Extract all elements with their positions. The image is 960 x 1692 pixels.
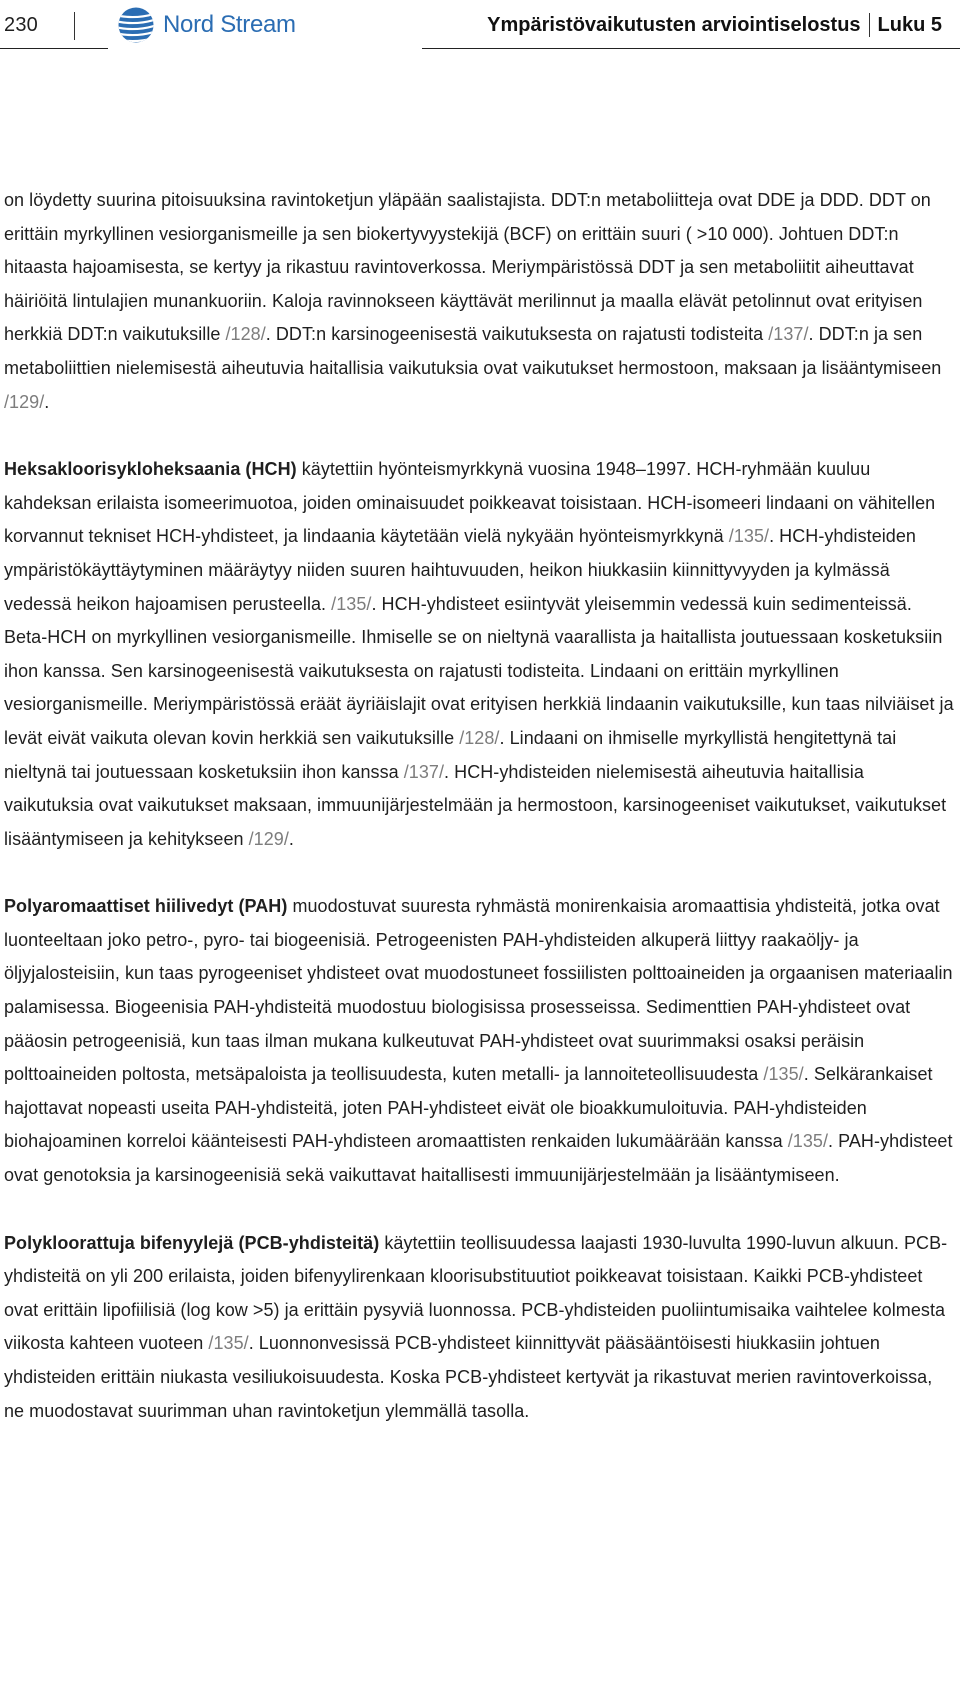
reference-citation: /135/	[331, 593, 372, 614]
body-text	[4, 184, 954, 1462]
reference-citation: /137/	[403, 761, 445, 782]
paragraph-text: on löydetty suurina pitoisuuksina ravintoketjun yläpään saalistajista. DDT:n metaboliitteja ovat DDE ja DDD. DDT on erittäin myrkyllinen vesiorganismeille ja sen biokertyvyystekijä (BCF) on erittäin suuri ( >10 000). Johtuen DDT:n hitaasta hajoamisesta, se kertyy ja rikastuu ravintoverkossa. Meriympäristössä DDT ja sen metaboliitit aiheuttavat häiriöitä lintulajien munankuoriin. Kaloja ravinnokseen käyttävät merilinnut ja maalla elävät petolinnut ovat erityisen herkkiä DDT:n vaikutuksille	[4, 190, 931, 345]
paragraph-heading: Heksakloorisykloheksaania (HCH)	[4, 459, 297, 480]
paragraph	[4, 184, 954, 419]
reference-citation: /129/	[248, 828, 289, 849]
reference-citation: /128/	[225, 324, 266, 345]
reference-citation: /135/	[787, 1131, 829, 1152]
header-divider	[74, 12, 75, 40]
paragraph-text: käytettiin teollisuudessa laajasti 1930-luvulta 1990-luvun alkuun. PCB-yhdisteitä on yli 200 erilaista, joiden bifenyylirenkaan kloorisubstituutiot poikkeavat toisistaan. Kaikki PCB-yhdisteet ovat erittäin lipofiilisiä (log kow >5) ja erittäin pysyviä luonnossa. PCB-yhdisteiden puoliintumisaika vaihtelee kolmesta viikosta kahteen vuoteen	[4, 1232, 948, 1354]
paragraph-text: . Lindaani on ihmiselle myrkyllistä hengitettynä tai nieltynä tai joutuessaan kosketuksiin ihon kanssa	[4, 727, 897, 782]
reference-citation: /135/	[763, 1064, 804, 1085]
document-title-main: Ympäristövaikutusten arviointiselostus	[487, 13, 861, 36]
title-separator	[869, 13, 870, 37]
reference-citation: /135/	[728, 526, 770, 547]
paragraph-text: . DDT:n karsinogeenisestä vaikutuksesta on rajatusti todisteita	[265, 324, 769, 345]
reference-citation: /129/	[4, 391, 45, 412]
paragraph-text: . PAH-yhdisteet ovat genotoksia ja karsinogeenisiä sekä vaikuttavat haitallisesti immuunijärjestelmään ja lisääntymiseen.	[4, 1131, 953, 1186]
paragraph	[4, 890, 954, 1192]
paragraph-text: . HCH-yhdisteet esiintyvät yleisemmin vedessä kuin sedimenteissä. Beta-HCH on myrkyllinen vesiorganismeille. Ihmiselle se on nieltynä vaarallista ja haitallista joutuessaan kosketuksiin ihon kanssa. Sen karsinogeenisestä vaikutuksesta on rajatusti todisteita. Lindaani on erittäin myrkyllinen vesiorganismeille. Meriympäristössä eräät äyriäislajit ovat erityisen herkkiä lindaanin vaikutuksille, kun taas nilviäiset ja levät eivät vaikuta olevan kovin herkkiä sen vaikutuksille	[4, 593, 954, 748]
header-rule-left	[0, 48, 108, 49]
paragraph-text: . DDT:n ja sen metaboliittien nielemisestä aiheutuvia haitallisia vaikutuksia ovat vaikutukset hermostoon, maksaan ja lisääntymiseen	[4, 324, 942, 378]
paragraph-text: . Selkärankaiset hajottavat nopeasti useita PAH-yhdisteitä, joten PAH-yhdisteet eivät ole bioakkumuloituvia. PAH-yhdisteiden biohajoaminen korreloi käänteisesti PAH-yhdisteen aromaattisten renkaiden lukumäärään kanssa	[4, 1064, 933, 1152]
nord-stream-logo	[117, 4, 296, 46]
paragraph-heading: Polyaromaattiset hiilivedyt (PAH)	[4, 896, 288, 917]
paragraph-text: käytettiin hyönteismyrkkynä vuosina 1948–1997. HCH-ryhmään kuuluu kahdeksan erilaista isomeerimuotoa, joiden ominaisuudet poikkeavat toisistaan. HCH-isomeeri lindaani on vähitellen korvannut tekniset HCH-yhdisteet, ja lindaania käytetään vielä nykyään hyönteismyrkkynä	[4, 459, 936, 547]
page-number: 230	[4, 14, 38, 36]
reference-citation: /137/	[768, 324, 809, 345]
logo-text: Nord Stream	[163, 11, 296, 38]
paragraph-text: muodostuvat suuresta ryhmästä monirenkaisia aromaattisia yhdisteitä, jotka ovat luonteeltaan joko petro-, pyro- tai biogeenisiä. Petrogeenisten PAH-yhdisteiden alkuperä liittyy raakaöljy- ja öljyjalosteisiin, kun taas pyrogeeniset yhdisteet ovat muodostuneet fossiilisten polttoaineiden ja orgaanisen materiaalin palamisessa. Biogeenisia PAH-yhdisteitä muodostuu biologisissa prosesseissa. Sedimenttien PAH-yhdisteet ovat pääosin petrogeenisiä, kun taas ilman mukana kulkeutuvat PAH-yhdisteet ovat suurimmaksi osaksi peräisin polttoaineiden poltosta, metsäpaloista ja teollisuudesta, kuten metalli- ja lannoiteteollisuudesta	[4, 896, 953, 1085]
paragraph	[4, 453, 954, 856]
globe-logo-icon	[117, 6, 155, 44]
header-rule-right	[422, 48, 960, 49]
paragraph-text: . HCH-yhdisteiden ympäristökäyttäytyminen määräytyy niiden suuren haihtuvuuden, heikon hiukkasiin kiinnittyvyyden ja kylmässä vedessä heikon hajoamisen perusteella.	[4, 526, 916, 614]
paragraph-text: .	[288, 828, 294, 849]
paragraph-heading: Polykloorattuja bifenyylejä (PCB-yhdisteitä)	[4, 1232, 380, 1253]
document-title	[487, 13, 942, 37]
paragraph-text: . Luonnonvesissä PCB-yhdisteet kiinnittyvät pääsääntöisesti hiukkasiin johtuen yhdisteiden erittäin niukasta vesiliukoisuudesta. Koska PCB-yhdisteet kertyvät ja rikastuvat merien ravintoverkoissa, ne muodostavat suurimman uhan ravintoketjun ylemmällä tasolla.	[4, 1333, 933, 1421]
reference-citation: /135/	[208, 1333, 249, 1354]
paragraph-text: .	[44, 391, 50, 412]
paragraph	[4, 1227, 954, 1429]
reference-citation: /128/	[459, 727, 500, 748]
chapter-label: Luku 5	[877, 13, 942, 36]
page-header	[0, 0, 960, 52]
paragraph-text: . HCH-yhdisteiden nielemisestä aiheutuvia haitallisia vaikutuksia ovat vaikutukset maksaan, immuunijärjestelmään ja hermostoon, karsinogeeniset vaikutukset, vaikutukset lisääntymiseen ja kehitykseen	[4, 761, 947, 849]
